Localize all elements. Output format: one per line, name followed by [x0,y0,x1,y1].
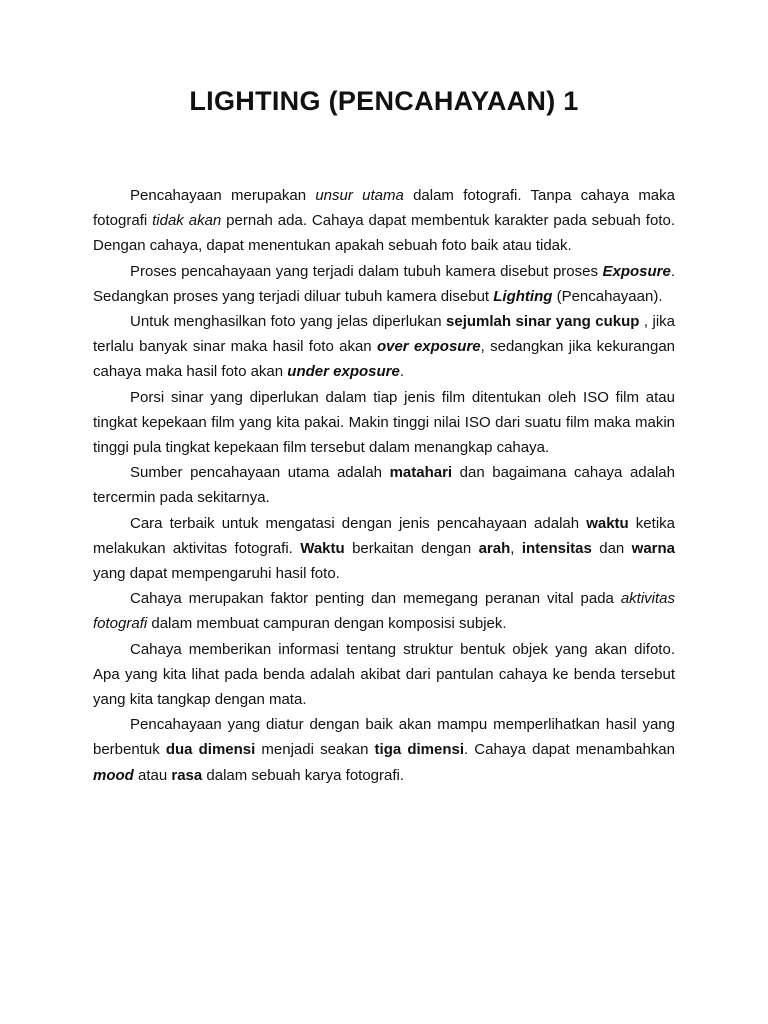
text-run: dalam membuat campuran dengan komposisi subjek. [147,615,507,633]
text-run: Cahaya merupakan faktor penting dan memegang peranan vital pada [130,590,621,608]
text-run: Untuk menghasilkan foto yang jelas diperlukan [130,313,447,331]
italic-text: aktivitas fotografi [93,590,675,633]
text-run: Sumber pencahayaan utama adalah [130,464,390,482]
bold-italic-text: under exposure [287,363,400,381]
bold-text: Waktu [300,539,345,557]
text-run: Proses pencahayaan yang terjadi dalam tubuh kamera disebut proses [130,262,603,280]
bold-italic-text: mood [93,766,134,784]
italic-text: unsur utama [315,187,404,204]
paragraph [93,460,675,510]
document-body [93,183,675,788]
bold-text: matahari [389,464,453,482]
text-run: dalam sebuah karya fotografi. [202,766,405,784]
bold-text: waktu [586,514,629,532]
text-run: dan bagaimana cahaya adalah tercermin pada sekitarnya. [93,464,675,507]
text-run: pernah ada. Cahaya dapat membentuk karakter pada sebuah foto. Dengan cahaya, dapat menentukan apakah sebuah foto baik atau tidak. [93,212,675,255]
text-run: berkaitan dengan [344,539,479,557]
bold-italic-text: Exposure [602,262,671,280]
bold-text: rasa [171,766,203,784]
text-run: menjadi seakan [255,741,375,759]
text-run: Pencahayaan merupakan [130,187,316,204]
text-run: Cahaya memberikan informasi tentang struktur bentuk objek yang akan difoto. Apa yang kita lihat pada benda adalah akibat dari pantulan cahaya ke benda tersebut yang kita tangkap dengan mata. [93,640,675,709]
paragraph [93,385,675,461]
text-run: Porsi sinar yang diperlukan dalam tiap jenis film ditentukan oleh ISO film atau tingkat kepekaan film yang kita pakai. Makin tinggi nilai ISO dari suatu film maka makin tinggi pula tingkat kepekaan film tersebut dalam menangkap cahaya. [93,388,675,457]
bold-text: sejumlah sinar yang cukup [446,313,640,331]
text-run: , sedangkan jika kekurangan cahaya maka hasil foto akan [93,338,676,381]
paragraph [93,309,675,385]
text-run: yang dapat mempengaruhi hasil foto. [93,565,340,583]
text-run: Pencahayaan yang diatur dengan baik akan mampu memperlihatkan hasil yang berbentuk [93,716,675,759]
bold-italic-text: Lighting [493,287,553,305]
italic-text: tidak akan [152,212,222,230]
paragraph [93,183,675,259]
text-run: dalam fotografi. Tanpa cahaya maka fotografi [93,187,675,230]
text-run: Cara terbaik untuk mengatasi dengan jenis pencahayaan adalah [130,514,587,532]
document-title: LIGHTING (PENCAHAYAAN) 1 [189,86,579,116]
text-run: , [510,539,522,557]
bold-text: warna [631,539,676,557]
bold-text: arah [478,539,511,557]
text-run: atau [133,766,172,784]
paragraph [93,259,675,309]
text-run: , jika terlalu banyak sinar maka hasil foto akan [93,313,676,356]
paragraph [93,712,675,788]
bold-text: tiga dimensi [374,741,465,759]
text-run: ketika melakukan aktivitas fotografi. [93,514,675,557]
text-run: dan [591,539,632,557]
paragraph [93,586,675,636]
text-run: (Pencahayaan). [552,287,663,305]
bold-text: dua dimensi [165,741,256,759]
text-run: . Cahaya dapat menambahkan [464,741,675,759]
text-run: . [399,363,404,381]
text-run: . Sedangkan proses yang terjadi diluar tubuh kamera disebut [93,262,675,305]
paragraph [93,637,675,713]
bold-text: intensitas [521,539,592,557]
paragraph [93,511,675,587]
bold-italic-text: over exposure [376,338,481,356]
